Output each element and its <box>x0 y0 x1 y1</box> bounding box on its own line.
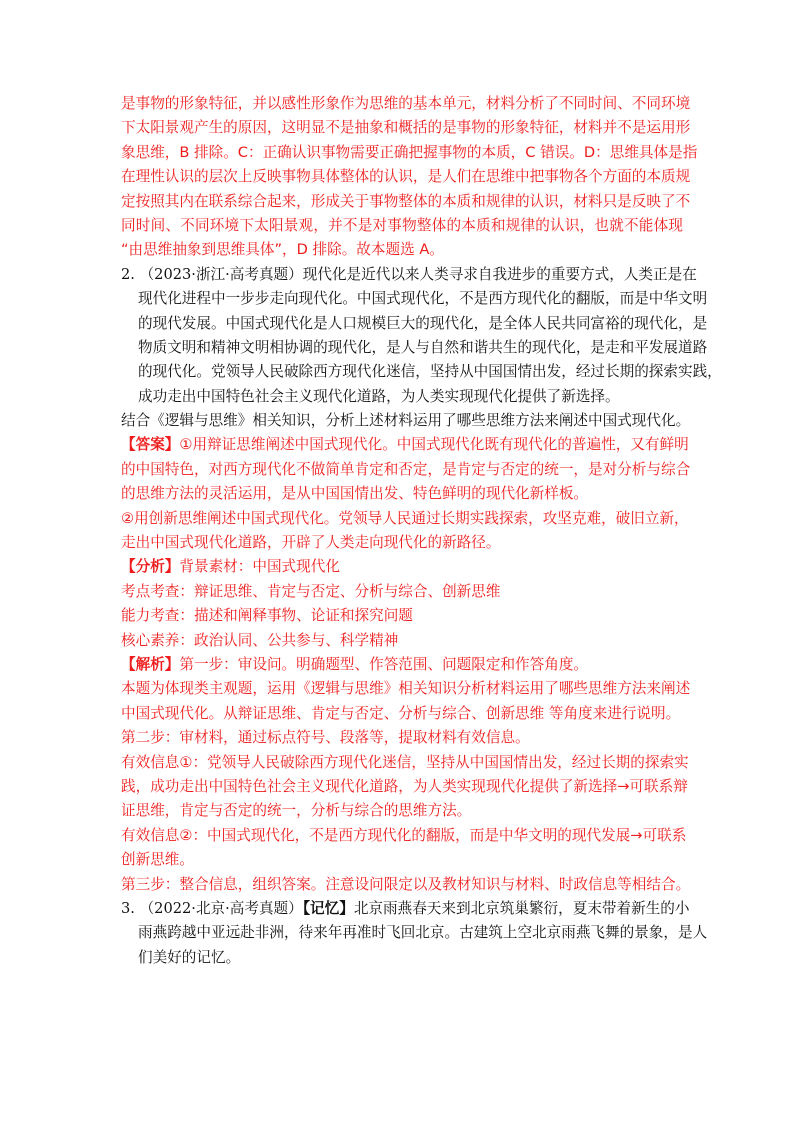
q2-analysis-line: 核心素养：政治认同、公共参与、科学精神 <box>121 631 399 649</box>
q2-analysis-line <box>121 555 683 579</box>
answer-text: ①用辩证思维阐述中国式现代化。中国式现代化既有现代化的普遍性，又有鲜明 <box>179 436 689 454</box>
q1-line: 同时间、不同环境下太阳景观，并不是对事物整体的本质和规律的认识，也就不能体现 <box>121 216 683 234</box>
q2-explain-line: 证思维，肯定与否定的统一，分析与综合的思维方法。 <box>121 802 472 820</box>
question-source: （2022·北京·高考真题） <box>139 899 303 917</box>
explain-tag: 【解析】 <box>121 655 180 673</box>
q2-explain-line: 有效信息②：中国式现代化，不是西方现代化的翻版，而是中华文明的现代发展→可联系 <box>121 826 687 844</box>
q2-material-line: 现代化是近代以来人类寻求自我进步的重要方式，人类正是在 <box>302 265 697 283</box>
q3-header <box>121 897 690 921</box>
q3-material-line: 们美好的记忆。 <box>138 948 241 966</box>
q2-answer-line: ②用创新思维阐述中国式现代化。党领导人民通过长期实践探索，攻坚克难，破旧立新， <box>121 509 689 527</box>
analysis-text: 背景素材：中国式现代化 <box>179 558 340 576</box>
q2-explain-line <box>121 653 683 677</box>
q1-explanation <box>121 92 698 263</box>
q2-answer-line: 的中国特色，对西方现代化不做简单肯定和否定，是肯定与否定的统一，是对分析与综合 <box>121 460 691 478</box>
q2-answer-line <box>121 433 689 457</box>
page-content <box>121 92 722 970</box>
q2-explain-line: 第三步：整合信息，组织答案。注意设问限定以及教材知识与材料、时政信息等相结合。 <box>121 875 691 893</box>
q2-analysis-line: 能力考查：描述和阐释事物、论证和探究问题 <box>121 607 413 625</box>
question-number: 2. <box>121 265 135 283</box>
question-2 <box>121 263 722 897</box>
q1-line: 在理性认识的层次上反映事物具体整体的认识，是人们在思维中把事物各个方面的本质规 <box>121 168 691 186</box>
q1-line: 象思维，B 排除。C：正确认识事物需要正确把握事物的本质，C 错误。D：思维具体是指 <box>121 143 698 161</box>
q2-explain-line: 第二步：审材料，通过标点符号、段落等，提取材料有效信息。 <box>121 729 530 747</box>
q3-material-line: 北京雨燕春天来到北京筑巢繁衍，夏末带着新生的小 <box>353 899 690 917</box>
explain-text: 第一步：审设问。明确题型、作答范围、问题限定和作答角度。 <box>179 655 589 673</box>
answer-tag: 【答案】 <box>121 436 180 454</box>
q2-material-line: 成功走出中国特色社会主义现代化道路，为人类实现现代化提供了新选择。 <box>138 387 620 405</box>
q2-material-line: 的现代化。党领导人民破除西方现代化迷信，坚持从中国国情出发，经过长期的探索实践， <box>138 363 722 381</box>
q2-question: 结合《逻辑与思维》相关知识，分析上述材料运用了哪些思维方法来阐述中国式现代化。 <box>121 412 691 430</box>
analysis-tag: 【分析】 <box>121 558 180 576</box>
question-number: 3. <box>121 899 135 917</box>
q1-line: “由思维抽象到思维具体”，D 排除。故本题选 A。 <box>121 241 444 259</box>
q2-material-line: 物质文明和精神文明相协调的现代化，是人与自然和谐共生的现代化，是走和平发展道路 <box>138 338 708 356</box>
q2-header <box>121 263 697 287</box>
q2-answer-line: 的思维方法的灵活运用，是从中国国情出发、特色鲜明的现代化新样板。 <box>121 485 589 503</box>
q2-answer-line: 走出中国式现代化道路，开辟了人类走向现代化的新路径。 <box>121 534 501 552</box>
q3-tag: 【记忆】 <box>302 899 354 917</box>
q2-explain-line: 中国式现代化。从辩证思维、肯定与否定、分析与综合、创新思维 等角度来进行说明。 <box>121 704 681 722</box>
q2-explain-line: 有效信息①：党领导人民破除西方现代化迷信，坚持从中国国情出发，经过长期的探索实 <box>121 753 689 771</box>
q2-material-line: 现代化进程中一步步走向现代化。中国式现代化，不是西方现代化的翻版，而是中华文明 <box>138 290 708 308</box>
q2-explain-line: 践，成功走出中国特色社会主义现代化道路，为人类实现现代化提供了新选择→可联系辩 <box>121 777 688 795</box>
question-source: （2023·浙江·高考真题） <box>139 265 303 283</box>
q2-analysis-line: 考点考查：辩证思维、肯定与否定、分析与综合、创新思维 <box>121 582 501 600</box>
q2-explain-line: 本题为体现类主观题，运用《逻辑与思维》相关知识分析材料运用了哪些思维方法来阐述 <box>121 680 691 698</box>
q2-material-line: 的现代发展。中国式现代化是人口规模巨大的现代化，是全体人民共同富裕的现代化，是 <box>138 314 708 332</box>
q1-line: 是事物的形象特征，并以感性形象作为思维的基本单元，材料分析了不同时间、不同环境 <box>121 95 691 112</box>
q1-line: 下太阳景观产生的原因，这明显不是抽象和概括的是事物的形象特征，材料并不是运用形 <box>121 119 691 137</box>
q3-material-line: 雨燕跨越中亚远赴非洲，待来年再准时飞回北京。古建筑上空北京雨燕飞舞的景象，是人 <box>138 924 708 942</box>
question-3 <box>121 897 708 970</box>
q2-explain-line: 创新思维。 <box>121 851 194 869</box>
q1-line: 定按照其内在联系综合起来，形成关于事物整体的本质和规律的认识，材料只是反映了不 <box>121 192 691 210</box>
